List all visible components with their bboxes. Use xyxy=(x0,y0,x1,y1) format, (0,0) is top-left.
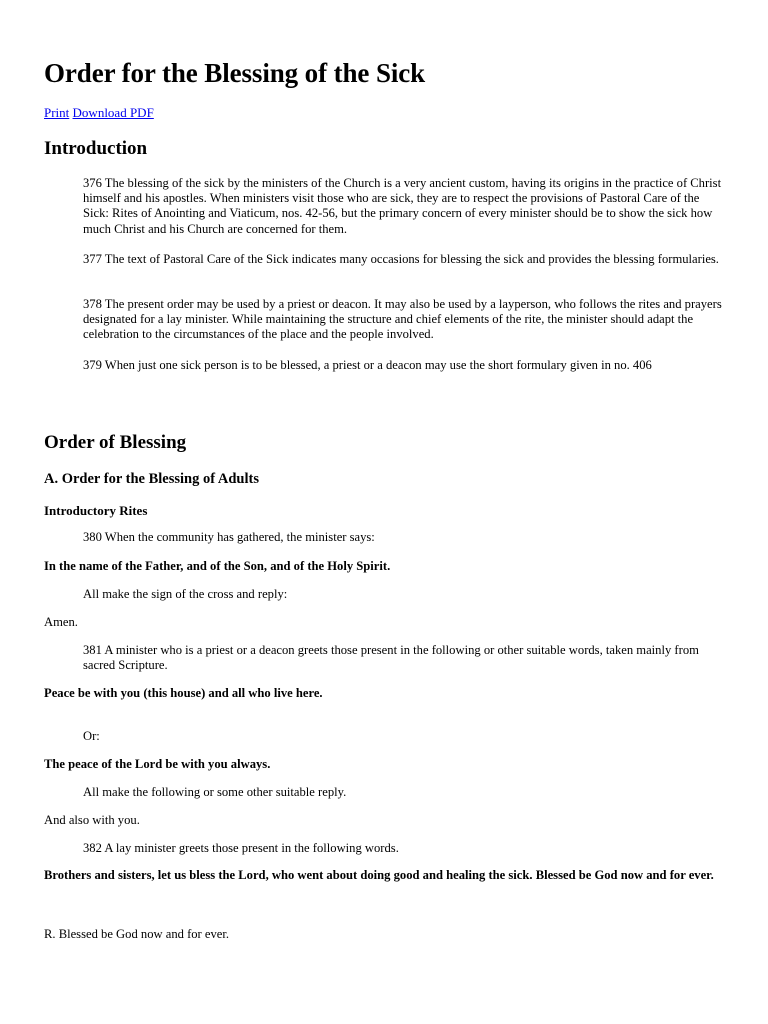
reply-instruction: All make the following or some other suitable reply. xyxy=(83,785,347,799)
amen-response: Amen. xyxy=(44,615,78,629)
sign-of-cross-instruction: All make the sign of the cross and reply: xyxy=(83,587,288,601)
response-text: R. Blessed be God now and for ever. xyxy=(44,927,230,941)
greeting-house: Peace be with you (this house) and all who live here. xyxy=(44,686,323,700)
introduction-heading: Introduction xyxy=(44,138,148,159)
order-of-blessing-heading: Order of Blessing xyxy=(44,432,187,453)
print-link[interactable]: Print xyxy=(44,105,70,120)
adults-subheading: A. Order for the Blessing of Adults xyxy=(44,471,259,487)
download-pdf-link[interactable]: Download PDF xyxy=(72,105,154,120)
reply-text: And also with you. xyxy=(44,813,140,827)
paragraph-381: 381 A minister who is a priest or a deacon greets those present in the following or other suitable words, taken mainly from sacred Scripture. xyxy=(83,643,699,673)
action-links xyxy=(44,105,154,121)
invocation-text: In the name of the Father, and of the Son, and of the Holy Spirit. xyxy=(44,559,391,573)
paragraph-382: 382 A lay minister greets those present in the following words. xyxy=(83,841,399,855)
paragraph-379: 379 When just one sick person is to be blessed, a priest or a deacon may use the short formulary given in no. 406 xyxy=(83,358,652,372)
paragraph-376: 376 The blessing of the sick by the ministers of the Church is a very ancient custom, having its origins in the practice of Christ himself and his apostles. When ministers visit those who are sick, they are to respect the provisions of Pastoral Care of the Sick: Rites of Anointing and Viaticum, nos. 42-56, but the primary concern of every minister should be to show the sick how much Christ and his Church are concerned for them. xyxy=(83,176,722,236)
paragraph-377: 377 The text of Pastoral Care of the Sick indicates many occasions for blessing the sick and provides the blessing formularies. xyxy=(83,252,719,266)
paragraph-380: 380 When the community has gathered, the minister says: xyxy=(83,530,375,544)
introductory-rites-heading: Introductory Rites xyxy=(44,503,148,518)
lay-greeting: Brothers and sisters, let us bless the Lord, who went about doing good and healing the sick. Blessed be God now and for ever. xyxy=(44,868,714,882)
paragraph-378: 378 The present order may be used by a priest or deacon. It may also be used by a layperson, who follows the rites and prayers designated for a lay minister. While maintaining the structure and chief elements of the rite, the minister should adapt the celebration to the circumstances of the place and the people involved. xyxy=(83,297,722,342)
or-label: Or: xyxy=(83,729,100,743)
greeting-peace: The peace of the Lord be with you always. xyxy=(44,757,271,771)
page-title: Order for the Blessing of the Sick xyxy=(44,58,426,88)
